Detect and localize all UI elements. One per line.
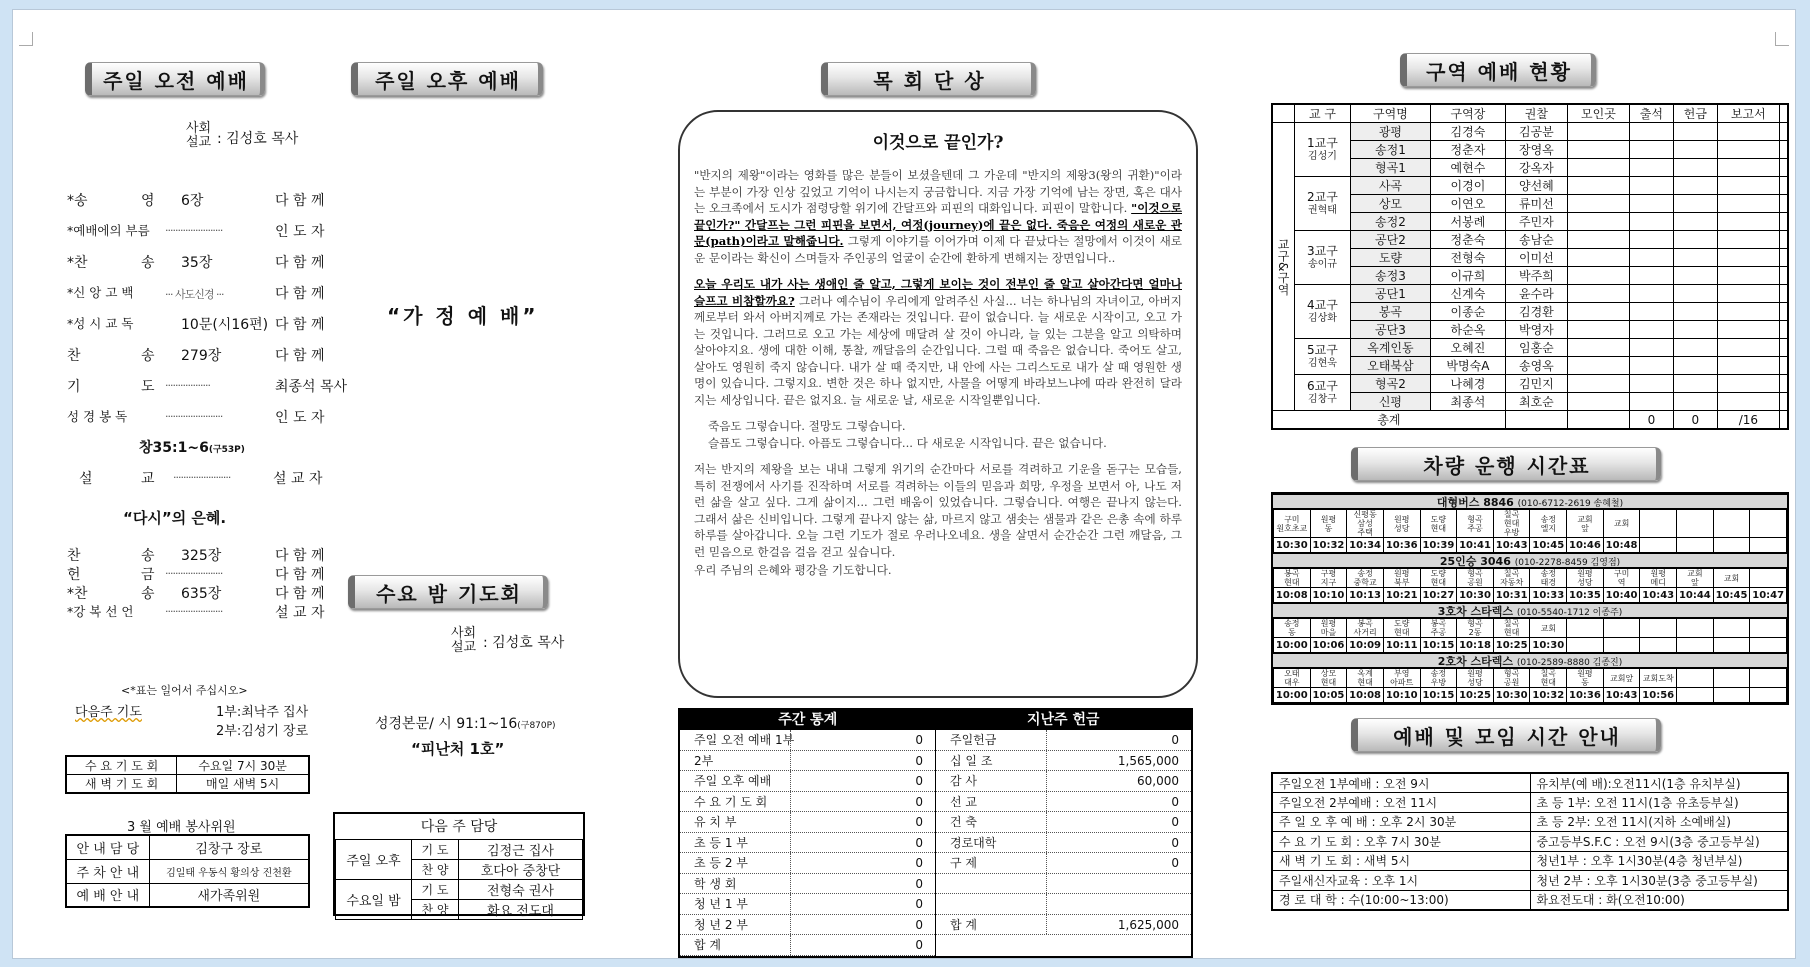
district-header: 권찰 <box>1505 104 1567 123</box>
bus-time: 10:34 <box>1347 538 1384 553</box>
wed-title: “피난처 1호” <box>411 740 505 758</box>
stats-row: 구 제 0 <box>936 853 1191 874</box>
district-row: 오태북삼 박명숙A 송영옥 <box>1272 357 1788 375</box>
bus-time: 10:21 <box>1383 588 1420 603</box>
bus-stop: 상모 현대 <box>1310 669 1347 688</box>
district-group: 2교구 권혁태 <box>1295 177 1351 231</box>
stats-row: 수 요 기 도 회 0 <box>680 792 935 813</box>
bus-stop: 칠곡 현대 우방 <box>1493 510 1530 538</box>
bus-stop: 구미 역 <box>1603 569 1640 588</box>
standing-note: <*표는 일어서 주십시오> <box>121 684 248 697</box>
stats-row: 건 축 0 <box>936 812 1191 833</box>
bus-stop <box>1713 510 1750 538</box>
meet-key: 새 벽 기 도 회 <box>66 775 177 794</box>
duty-person: 화요 전도대 <box>458 900 582 920</box>
district-header: 출석 <box>1629 104 1673 123</box>
sermon-title: “다시”의 은혜. <box>123 509 227 527</box>
bus-time: 10:13 <box>1347 588 1384 603</box>
bus-time: 10:45 <box>1713 588 1750 603</box>
bus-time: 10:30 <box>1530 638 1567 653</box>
stats-row: 주일헌금 0 <box>936 730 1191 751</box>
meet-val: 수요일 7시 30분 <box>177 756 309 775</box>
bus-time: 10:48 <box>1603 538 1640 553</box>
order-row: 성 경 봉 독 ······················· 인 도 자 <box>67 409 325 426</box>
bus-time: 10:09 <box>1347 638 1384 653</box>
next-prayer-1: 1부:최낙주 집사 <box>216 705 309 720</box>
crop-mark <box>1775 32 1789 46</box>
vol-val: 김창구 장로 <box>149 835 309 859</box>
order-row: *신 앙 고 백 ··· 사도신경 ··· 다 함 께 <box>67 285 325 302</box>
bus-time: 10:15 <box>1420 638 1457 653</box>
meeting-table <box>65 755 310 794</box>
bus-stop <box>1713 619 1750 638</box>
bus-time <box>1750 688 1787 703</box>
stats-row: 2부 0 <box>680 751 935 772</box>
bus-stop: 교회 <box>1603 510 1640 538</box>
schedule-row: 경 로 대 학 : 수(10:00~13:00) 화요전도대 : 화(오전10:00) <box>1272 890 1788 910</box>
stats-row: 합 계 1,625,000 <box>936 915 1191 936</box>
bus-time: 10:11 <box>1383 638 1420 653</box>
bus-stop <box>1750 669 1787 688</box>
bus-stop: 교회 앞 <box>1677 569 1714 588</box>
bus-stop: 교회 <box>1713 569 1750 588</box>
district-row: 봉곡 이종순 김경환 <box>1272 303 1788 321</box>
district-row: 상모 이연오 류미선 <box>1272 195 1788 213</box>
sermon-row: 설 교 ······················· 설 교 자 <box>79 471 323 487</box>
bus-stop: 형곡 공원 <box>1493 669 1530 688</box>
bus-time: 10:30 <box>1493 688 1530 703</box>
district-group: 6교구 김창구 <box>1295 375 1351 411</box>
bus-time: 10:43 <box>1603 688 1640 703</box>
duty-role: 기 도 <box>412 880 459 900</box>
bus-time: 10:10 <box>1310 588 1347 603</box>
vol-key: 주 차 안 내 <box>66 859 149 883</box>
bus-time: 10:31 <box>1493 588 1530 603</box>
bus-stop <box>1713 669 1750 688</box>
schedule-row: 주일오전 1부예배 : 오전 9시 유치부(예 배):오전11시(1층 유치부실) <box>1272 773 1788 793</box>
bus-stop: 원평 동 <box>1310 510 1347 538</box>
bus-time: 10:47 <box>1750 588 1787 603</box>
article-closing: 우리 주님의 은혜와 평강을 기도합니다. <box>694 563 892 577</box>
district-group: 3교구 송이규 <box>1295 231 1351 285</box>
bus-route-title: 대형버스 8846 (010-6712-2619 송혜철) <box>1273 494 1787 509</box>
stats-row: 초 등 1 부 0 <box>680 833 935 854</box>
order-row: 찬 송 279장 다 함 께 <box>67 348 325 364</box>
order-row: *강 복 선 언 ······················· 설 교 자 <box>67 604 325 621</box>
bus-time <box>1640 538 1677 553</box>
bus-time: 10:45 <box>1530 538 1567 553</box>
district-table <box>1271 103 1789 430</box>
order-row: *예배에의 부름 ······················· 인 도 자 <box>67 223 325 240</box>
bus-route-title: 3호차 스타렉스 (010-5540-1712 이종주) <box>1273 603 1787 618</box>
district-row: 송정3 이규희 박주희 <box>1272 267 1788 285</box>
bus-route-table <box>1273 668 1787 703</box>
order-row: *송 영 6장 다 함 께 <box>67 193 325 209</box>
stats-row: 유 치 부 0 <box>680 812 935 833</box>
bus-stop: 구미 원호초교 <box>1274 510 1311 538</box>
bus-time <box>1750 638 1787 653</box>
schedule-row: 주일새신자교육 : 오후 1시 청년 2부 : 오후 1시30분(3층 중고등부실) <box>1272 871 1788 891</box>
bus-time <box>1640 638 1677 653</box>
officiant-label: 사회 설교 <box>186 121 212 150</box>
bus-timetable <box>1271 492 1789 705</box>
duty-person: 김정근 집사 <box>458 840 582 860</box>
article-paragraph: 죽음도 그렇습니다. 절망도 그렇습니다. 슬픔도 그렇습니다. 아픔도 그렇습니다... 다 새로운 시작입니다. 끝은 없습니다. <box>708 419 1107 450</box>
article-title: 이것으로 끝인가? <box>872 133 1004 153</box>
bus-stop: 칠곡 현대 <box>1493 619 1530 638</box>
wed-officiant-label: 사회 설교 <box>451 626 477 655</box>
district-row: 송정2 서봉례 주민자 <box>1272 213 1788 231</box>
vol-key: 예 배 안 내 <box>66 883 149 907</box>
bus-route-table <box>1273 618 1787 653</box>
bus-route-title: 2호차 스타렉스 (010-2589-8880 김종진) <box>1273 653 1787 668</box>
bus-time <box>1750 538 1787 553</box>
stats-row <box>936 894 1191 915</box>
duty-title: 다음 주 담당 <box>335 814 583 840</box>
stats-row: 주일 오전 예배 1부 0 <box>680 730 935 751</box>
bus-time: 10:08 <box>1274 588 1311 603</box>
district-header: 구역명 <box>1350 104 1430 123</box>
bus-route-table <box>1273 568 1787 603</box>
bus-stop <box>1640 510 1677 538</box>
district-group: 5교구 김현욱 <box>1295 339 1351 375</box>
bus-stop: 봉곡 현대 <box>1274 569 1311 588</box>
district-row: 신평 최종석 최호순 <box>1272 393 1788 411</box>
wed-scripture: 성경본문/ 시 91:1~16(구870P) <box>375 716 556 732</box>
order-row: *성 시 교 독 10문(시16편) 다 함 께 <box>67 316 325 333</box>
bus-time: 10:41 <box>1457 538 1494 553</box>
bus-stop: 송정 동 <box>1274 619 1311 638</box>
bus-stop: 형곡 주공 <box>1457 510 1494 538</box>
stats-table <box>678 708 1193 958</box>
bus-time <box>1603 638 1640 653</box>
schedule-row: 주일오전 2부예배 : 오전 11시 초 등 1부: 오전 11시(1층 유초등부실) <box>1272 793 1788 813</box>
bus-time: 10:43 <box>1640 588 1677 603</box>
stats-row: 십 일 조 1,565,000 <box>936 751 1191 772</box>
district-total-row: 총계 0 0 /16 <box>1272 411 1788 430</box>
times-banner: 예배 및 모임 시간 안내 <box>1351 718 1661 752</box>
schedule-row: 새 벽 기 도 회 : 새벽 5시 청년1부 : 오후 1시30분(4층 청년부실) <box>1272 851 1788 871</box>
district-row: 공단3 하순옥 박영자 <box>1272 321 1788 339</box>
bus-stop: 원평 북부 <box>1383 569 1420 588</box>
bus-time: 10:56 <box>1640 688 1677 703</box>
bus-stop: 형곡 2동 <box>1457 619 1494 638</box>
crop-mark <box>19 32 33 46</box>
duty-group: 수요일 밤 <box>336 880 412 920</box>
bus-stop: 도량 현대 <box>1420 510 1457 538</box>
bus-stop: 봉곡 사거리 <box>1347 619 1384 638</box>
bus-time <box>1567 638 1604 653</box>
district-header: 구역장 <box>1431 104 1506 123</box>
next-prayer-label: 다음주 기도 <box>75 705 142 720</box>
order-row: 찬 송 325장 다 함 께 <box>67 548 325 564</box>
district-group: 4교구 김상화 <box>1295 285 1351 339</box>
bus-stop: 원평 성당 <box>1383 510 1420 538</box>
article-paragraph: 저는 반지의 제왕을 보는 내내 그렇게 위기의 순간마다 서로를 격려하고 기운을 돋구는 모습들, 특히 전쟁에서 사기를 진작하며 서로를 격려하는 이들의 믿음과 희망, 우정을 보면서 아, 나도 저런 삶을 살고 싶다. 그게 삶이지... 그런 배움이 있었습니다. 그렇습니다. 여행은 끝나지 않는다. 그래서 삶은 신비입니다. 그렇게 끝나지 않는 삶, 마르지 않고 샘솟는 샘물과 같은 은총 속에 하루하루를 살아갑니다. 오늘 그런 기도가 절로 우러나오네요. 생을 살면서 순간순간 그런 깨달음, 그런 믿음으로 한걸음 걸음 걷고 싶습니다. <box>694 462 1182 559</box>
stats-header-weekly: 주간 통계 <box>778 712 838 728</box>
vol-key: 안 내 담 당 <box>66 835 149 859</box>
district-row: 2교구 권혁태 사곡 이경이 양선혜 <box>1272 177 1788 195</box>
article-paragraph: "반지의 제왕"이라는 영화를 많은 분들이 보셨을텐데 그 가운데 "반지의 제왕3(왕의 귀환)"이라는 부분이 가장 인상 깊었고 기억이 나시는지 궁금합니다. 지금 가장 기억에 남는 장면, 혹은 대사는 오크족에서 도시가 점령당할 위기에 간달프와 피핀의 대화입니다. 피핀이 말합니다. "이것으로 끝인가?" 간달프는 그런 피핀을 보면서, 여정(journey)에 끝은 없다. 죽음은 여정의 새로운 관문(path)이라고 말해줍니다. 그렇게 이야기를 이어가며 이제 다 끝났다는 절망에서 이것이 새로운 문이라는 확신이 스며들자 주인공의 얼굴이 순간에 환하게 변해지는 장면입니다.. <box>694 168 1183 265</box>
wed-prayer-banner: 수요 밤 기도회 <box>348 575 548 609</box>
district-row: 도량 전형숙 이미선 <box>1272 249 1788 267</box>
bus-stop: 칠곡 자동차 <box>1493 569 1530 588</box>
bus-time: 10:25 <box>1457 688 1494 703</box>
duty-person: 호다아 중창단 <box>458 860 582 880</box>
bus-stop: 신평동 삼성 주택 <box>1347 510 1384 538</box>
bus-time: 10:25 <box>1493 638 1530 653</box>
bus-time <box>1677 688 1714 703</box>
pastor-column-banner: 목 회 단 상 <box>821 62 1036 96</box>
vol-val: 새가족위원 <box>149 883 309 907</box>
bus-stop: 도량 현대 <box>1420 569 1457 588</box>
bus-stop: 오태 대우 <box>1274 669 1311 688</box>
bus-time: 10:35 <box>1567 588 1604 603</box>
bus-time: 10:39 <box>1420 538 1457 553</box>
stats-row: 선 교 0 <box>936 792 1191 813</box>
stats-row: 합 계 0 <box>680 935 935 956</box>
bus-time <box>1677 638 1714 653</box>
district-row: 송정1 정춘자 장영옥 <box>1272 141 1788 159</box>
district-side-label: 교구&구역 <box>1272 123 1295 411</box>
bus-stop: 교회앞 <box>1603 669 1640 688</box>
duty-group: 주일 오후 <box>336 840 412 880</box>
district-row: 6교구 김창구 형곡2 나혜경 김민지 <box>1272 375 1788 393</box>
bus-stop: 송정 태경 <box>1530 569 1567 588</box>
officiant-name: : 김성호 목사 <box>217 131 299 147</box>
district-header: 모인곳 <box>1567 104 1629 123</box>
bus-stop: 부영 아파트 <box>1383 669 1420 688</box>
duty-role: 기 도 <box>412 840 459 860</box>
meet-key: 수 요 기 도 회 <box>66 756 177 775</box>
bus-stop <box>1750 510 1787 538</box>
order-row: 헌 금 ······················· 다 함 께 <box>67 567 325 583</box>
bus-stop <box>1750 569 1787 588</box>
order-row: 기 도 ·················· 최종석 목사 <box>67 379 348 395</box>
bus-time: 10:05 <box>1310 688 1347 703</box>
bus-stop <box>1677 669 1714 688</box>
bus-stop: 원평 성당 <box>1457 669 1494 688</box>
bus-time: 10:40 <box>1603 588 1640 603</box>
bus-stop <box>1750 619 1787 638</box>
bus-time: 10:44 <box>1677 588 1714 603</box>
stats-row <box>936 874 1191 895</box>
bus-banner: 차량 운행 시간표 <box>1351 447 1661 481</box>
am-worship-banner: 주일 오전 예배 <box>85 62 265 96</box>
bus-stop <box>1567 619 1604 638</box>
bus-stop: 원평 메디 <box>1640 569 1677 588</box>
bus-time: 10:00 <box>1274 688 1311 703</box>
bus-stop <box>1677 510 1714 538</box>
bus-stop: 도량 현대 <box>1383 619 1420 638</box>
bus-time: 10:10 <box>1383 688 1420 703</box>
bulletin-page <box>12 9 1796 959</box>
bus-time: 10:06 <box>1310 638 1347 653</box>
duty-role: 찬 양 <box>412 900 459 920</box>
schedule-row: 주 일 오 후 예 배 : 오후 2시 30분 초 등 2부: 오전 11시(지하 소예배실) <box>1272 812 1788 832</box>
wed-officiant: : 김성호 목사 <box>483 635 565 651</box>
volunteer-table <box>65 834 310 908</box>
bus-stop: 형곡 공원 <box>1457 569 1494 588</box>
district-row: 3교구 송이규 공단2 정춘숙 송남순 <box>1272 231 1788 249</box>
stats-row: 청 년 1 부 0 <box>680 894 935 915</box>
bus-time: 10:00 <box>1274 638 1311 653</box>
district-header: 보고서 <box>1717 104 1779 123</box>
pastor-article <box>678 110 1198 698</box>
meet-val: 매일 새벽 5시 <box>177 775 309 794</box>
bus-stop: 송정 중학교 <box>1347 569 1384 588</box>
next-prayer-2: 2부:김성기 장로 <box>216 724 309 739</box>
bus-stop: 교회도착 <box>1640 669 1677 688</box>
bus-stop: 원평 동 <box>1567 669 1604 688</box>
district-row: 5교구 김현욱 옥계인동 오혜진 임홍순 <box>1272 339 1788 357</box>
bus-time: 10:30 <box>1457 588 1494 603</box>
stats-row: 감 사 60,000 <box>936 771 1191 792</box>
district-header: 헌금 <box>1673 104 1717 123</box>
schedule-row: 수 요 기 도 회 : 오후 7시 30분 중고등부S.F.C : 오전 9시(3층 중고등부실) <box>1272 832 1788 852</box>
bus-stop: 칠곡 현대 <box>1530 669 1567 688</box>
bus-time <box>1713 538 1750 553</box>
bus-time: 10:15 <box>1420 688 1457 703</box>
district-row: 4교구 김상화 공단1 신계숙 윤수라 <box>1272 285 1788 303</box>
district-group: 1교구 김성기 <box>1295 123 1351 177</box>
duty-role: 찬 양 <box>412 860 459 880</box>
march-title: 3 월 예배 봉사위원 <box>127 820 236 835</box>
bus-time: 10:43 <box>1493 538 1530 553</box>
bus-time <box>1713 638 1750 653</box>
bus-time: 10:32 <box>1310 538 1347 553</box>
bus-stop: 원평 마을 <box>1310 619 1347 638</box>
bus-route-table <box>1273 509 1787 553</box>
bus-stop <box>1603 619 1640 638</box>
district-header: 교 구 <box>1295 104 1351 123</box>
bus-time: 10:36 <box>1383 538 1420 553</box>
home-worship: “가 정 예 배” <box>387 304 539 328</box>
bus-stop <box>1640 619 1677 638</box>
district-row: 교구&구역 1교구 김성기 광평 김경숙 김공분 <box>1272 123 1788 141</box>
bus-stop: 원평 성당 <box>1567 569 1604 588</box>
stats-header-offering: 지난주 헌금 <box>1027 712 1100 728</box>
order-row: *찬 송 35장 다 함 께 <box>67 255 325 271</box>
district-banner: 구역 예배 현황 <box>1400 53 1596 87</box>
bus-stop: 송정 우방 <box>1420 669 1457 688</box>
bus-time: 10:30 <box>1274 538 1311 553</box>
bus-time <box>1713 688 1750 703</box>
bus-time: 10:18 <box>1457 638 1494 653</box>
scripture: 창35:1~6(구53P) <box>139 440 245 456</box>
bus-stop: 옥계 현대 <box>1347 669 1384 688</box>
bus-stop: 봉곡 주공 <box>1420 619 1457 638</box>
bus-time <box>1677 538 1714 553</box>
article-paragraph: 오늘 우리도 내가 사는 생애인 줄 알고, 그렇게 보이는 것이 전부인 줄 알고 살아간다면 얼마나 슬프고 비참할까요? 그러나 예수님이 우리에게 알려주신 사실... 너는 하나님의 자녀이고, 아버지께로부터 와서 아버지께로 가는 존재라는 것입니다. 끝이 없습니다. 늘 새로운 시작이고, 오고 가는 것입니다. 그러므로 오고 가는 세상에 매달려 살 것이 아니라, 늘 있는 그분을 알고 의탁하며 살아야지요. 생에 대한 이해, 통찰, 깨달음의 순간입니다. 그럴 때 죽음은 없습니다. 죽어도 살고, 살아도 영원히 죽지 않습니다. 내가 살 때 죽지만, 내 안에 사는 그리스도로 내가 살 때 영원한 생명이 있습니다. 그렇지요. 변한 것은 하나 없지만, 사물을 어떻게 바라보느냐에 따라 완전히 달라지는 세상입니다. 끝은 없지요. 늘 새로운 날, 새로운 시작일뿐입니다. <box>694 277 1182 407</box>
bus-stop: 송정 엘지 <box>1530 510 1567 538</box>
bus-stop: 교회 앞 <box>1567 510 1604 538</box>
duty-person: 전형숙 권사 <box>458 880 582 900</box>
district-row: 형곡1 예현수 강옥자 <box>1272 159 1788 177</box>
bus-time: 10:27 <box>1420 588 1457 603</box>
stats-row: 학 생 회 0 <box>680 874 935 895</box>
bus-stop: 교회 <box>1530 619 1567 638</box>
schedule-table <box>1271 772 1789 911</box>
bus-time: 10:33 <box>1530 588 1567 603</box>
bus-route-title: 25인승 3046 (010-2278-8459 김영점) <box>1273 553 1787 568</box>
bus-time: 10:32 <box>1530 688 1567 703</box>
bus-stop <box>1677 619 1714 638</box>
bus-stop: 구평 지구 <box>1310 569 1347 588</box>
order-row: *찬 송 635장 다 함 께 <box>67 586 325 602</box>
pm-worship-banner: 주일 오후 예배 <box>351 62 543 96</box>
bus-time: 10:36 <box>1567 688 1604 703</box>
bus-time: 10:08 <box>1347 688 1384 703</box>
duty-box <box>333 812 585 919</box>
stats-row: 경로대학 0 <box>936 833 1191 854</box>
stats-row: 초 등 2 부 0 <box>680 853 935 874</box>
vol-val: 김일태 우동식 황의상 진천환 <box>149 859 309 883</box>
bus-time: 10:46 <box>1567 538 1604 553</box>
stats-row: 주일 오후 예배 0 <box>680 771 935 792</box>
stats-row: 청 년 2 부 0 <box>680 915 935 936</box>
